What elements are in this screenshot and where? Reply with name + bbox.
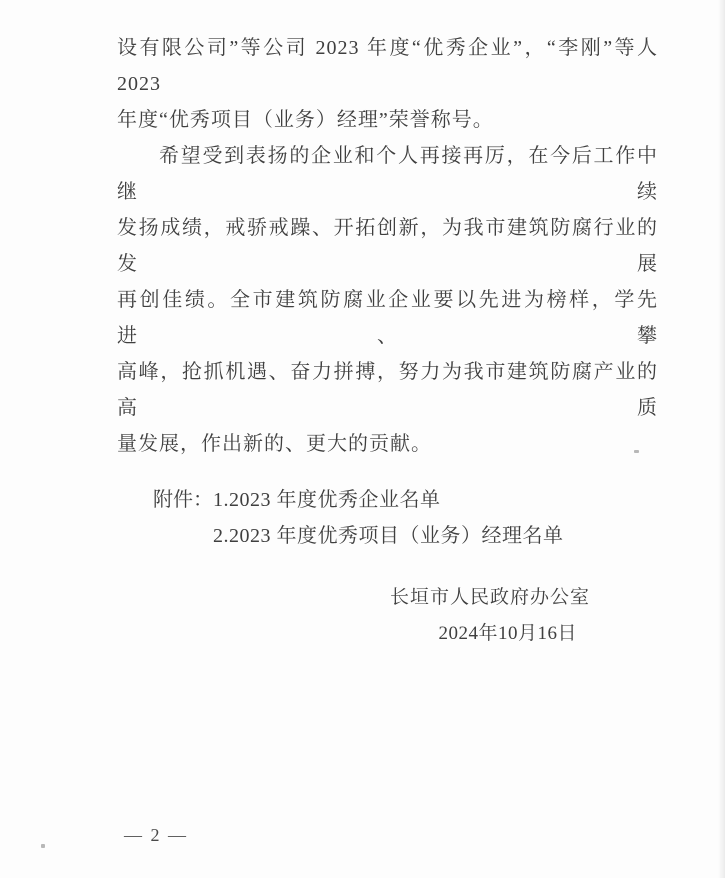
scan-edge-shadow xyxy=(718,0,725,878)
body-text-line: 再创佳绩。全市建筑防腐业企业要以先进为榜样，学先进、攀 xyxy=(117,289,658,347)
body-text-line: 设有限公司”等公司 2023 年度“优秀企业”，“李刚”等人 2023 xyxy=(117,37,658,95)
scan-artifact xyxy=(41,844,45,848)
paragraph-hope xyxy=(117,138,658,462)
body-text-line: 希望受到表扬的企业和个人再接再厉，在今后工作中继续 xyxy=(117,145,658,203)
paragraph-continuation xyxy=(117,30,658,138)
issue-date: 2024年10月16日 xyxy=(438,623,577,644)
document-body xyxy=(117,30,658,652)
scan-artifact xyxy=(634,450,639,453)
signature-block xyxy=(117,580,658,652)
attachments-list xyxy=(213,482,658,554)
body-text-line: 量发展，作出新的、更大的贡献。 xyxy=(117,433,432,455)
attachments-section xyxy=(153,482,658,554)
body-text-line: 高峰，抢抓机遇、奋力拼搏，努力为我市建筑防腐产业的高质 xyxy=(117,361,658,419)
body-text-line: 年度“优秀项目（业务）经理”荣誉称号。 xyxy=(117,109,494,131)
issuing-organization: 长垣市人民政府办公室 xyxy=(389,587,590,608)
attachments-label: 附件： xyxy=(153,489,213,511)
attachment-item: 2.2023 年度优秀项目（业务）经理名单 xyxy=(213,525,564,547)
attachment-item: 1.2023 年度优秀企业名单 xyxy=(213,489,441,511)
body-text-line: 发扬成绩，戒骄戒躁、开拓创新，为我市建筑防腐行业的发展 xyxy=(117,217,658,275)
page-number: — 2 — xyxy=(124,825,188,845)
